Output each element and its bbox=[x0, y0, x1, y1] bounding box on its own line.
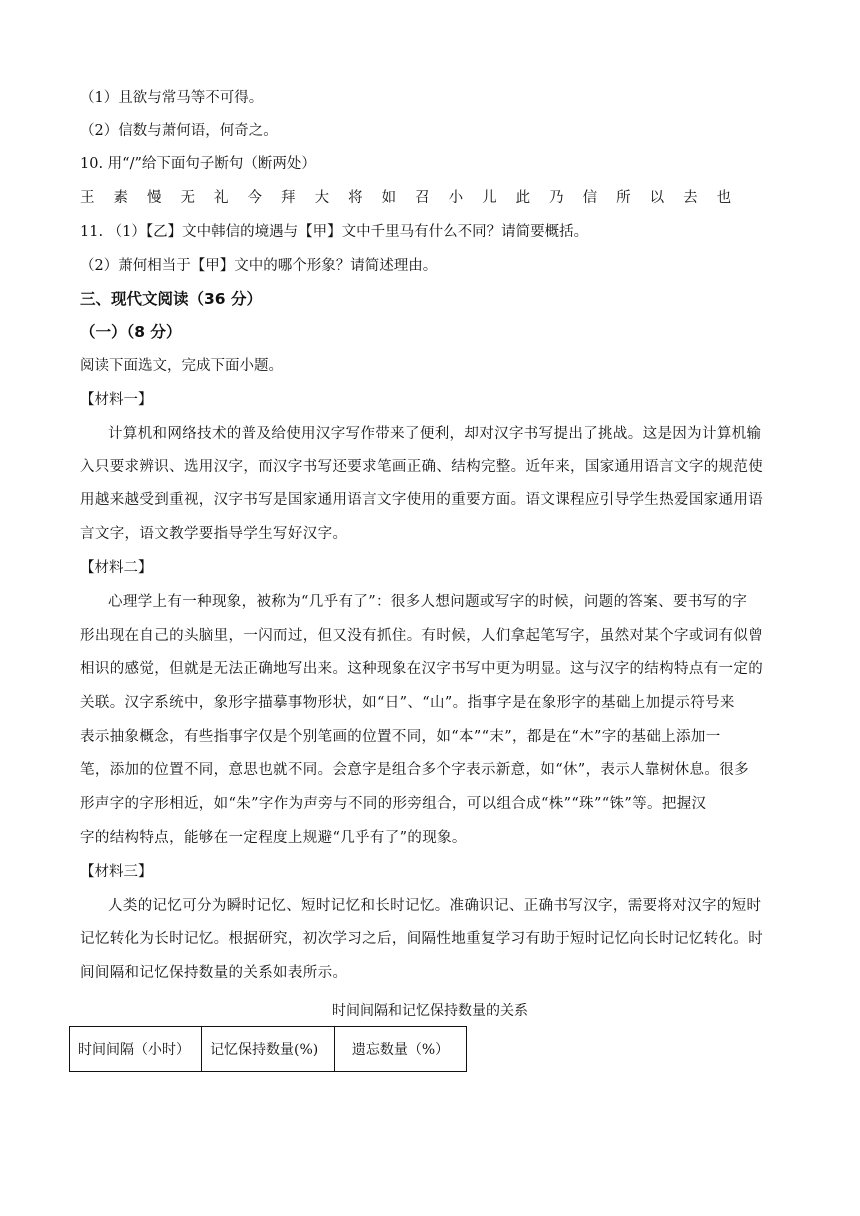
table-header-cell: 遗忘数量（%） bbox=[335, 1027, 467, 1072]
material2-line: 关联。汉字系统中，象形字描摹事物形状，如“日”、“山”。指事字是在象形字的基础上加提示符号来 bbox=[80, 695, 735, 711]
material1-line: 言文字，语文教学要指导学生写好汉字。 bbox=[80, 526, 348, 542]
table-header-row bbox=[70, 1027, 467, 1072]
memory-table bbox=[69, 1026, 467, 1072]
section-subtitle: （一）（8 分） bbox=[80, 323, 182, 341]
question-11-1: 11. （1）【乙】文中韩信的境遇与【甲】文中千里马有什么不同？请简要概括。 bbox=[80, 224, 589, 240]
section-instruction: 阅读下面选文，完成下面小题。 bbox=[80, 358, 283, 374]
material3-line: 间间隔和记忆保持数量的关系如表所示。 bbox=[80, 965, 348, 981]
question-10: 10. 用“/”给下面句子断句（断两处） bbox=[80, 156, 316, 172]
material3-line: 记忆转化为长时记忆。根据研究，初次学习之后，间隔性地重复学习有助于短时记忆向长时记忆转化。时 bbox=[80, 931, 764, 947]
material2-line: 心理学上有一种现象，被称为“几乎有了”：很多人想问题或写字的时候，问题的答案、要书写的字 bbox=[108, 594, 748, 610]
material2-line: 字的结构特点，能够在一定程度上规避“几乎有了”的现象。 bbox=[80, 830, 467, 846]
section-title: 三、现代文阅读（36 分） bbox=[80, 290, 262, 308]
material2-line: 相识的感觉，但就是无法正确地写出来。这种现象在汉字书写中更为明显。这与汉字的结构特点有一定的 bbox=[80, 661, 764, 677]
question-9-2: （2）信数与萧何语，何奇之。 bbox=[80, 123, 278, 139]
material2-line: 形声字的字形相近，如“朱”字作为声旁与不同的形旁组合，可以组合成“株”“珠”“铢”等。把握汉 bbox=[80, 796, 707, 812]
material1-line: 入只要求辨识、选用汉字，而汉字书写还要求笔画正确、结构完整。近年来，国家通用语言文字的规范使 bbox=[80, 459, 764, 475]
table-caption: 时间间隔和记忆保持数量的关系 bbox=[332, 1003, 528, 1019]
material1-line: 计算机和网络技术的普及给使用汉字写作带来了便利，却对汉字书写提出了挑战。这是因为计算机输 bbox=[108, 426, 762, 442]
material2-line: 形出现在自己的头脑里，一闪而过，但又没有抓住。有时候，人们拿起笔写字，虽然对某个字或词有似曾 bbox=[80, 628, 764, 644]
material2-line: 表示抽象概念，有些指事字仅是个别笔画的位置不同，如“本”“末”，都是在“木”字的基础上添加一 bbox=[80, 729, 721, 745]
question-11-2: （2）萧何相当于【甲】文中的哪个形象？请简述理由。 bbox=[80, 258, 438, 274]
material2-line: 笔，添加的位置不同，意思也就不同。会意字是组合多个字表示新意，如“休”，表示人靠树休息。很多 bbox=[80, 762, 749, 778]
material3-line: 人类的记忆可分为瞬时记忆、短时记忆和长时记忆。准确识记、正确书写汉字，需要将对汉字的短时 bbox=[108, 898, 762, 914]
question-10-text: 王 素 慢 无 礼 今 拜 大 将 如 召 小 儿 此 乃 信 所 以 去 也 bbox=[80, 190, 739, 206]
table-header-cell: 记忆保持数量(%) bbox=[202, 1027, 335, 1072]
table-header-cell: 时间间隔（小时） bbox=[70, 1027, 202, 1072]
material1-line: 用越来越受到重视，汉字书写是国家通用语言文字使用的重要方面。语文课程应引导学生热爱国家通用语 bbox=[80, 492, 764, 508]
material2-label: 【材料二】 bbox=[80, 560, 153, 576]
material1-label: 【材料一】 bbox=[80, 392, 153, 408]
material3-label: 【材料三】 bbox=[80, 864, 153, 880]
question-9-1: （1）且欲与常马等不可得。 bbox=[80, 90, 264, 106]
